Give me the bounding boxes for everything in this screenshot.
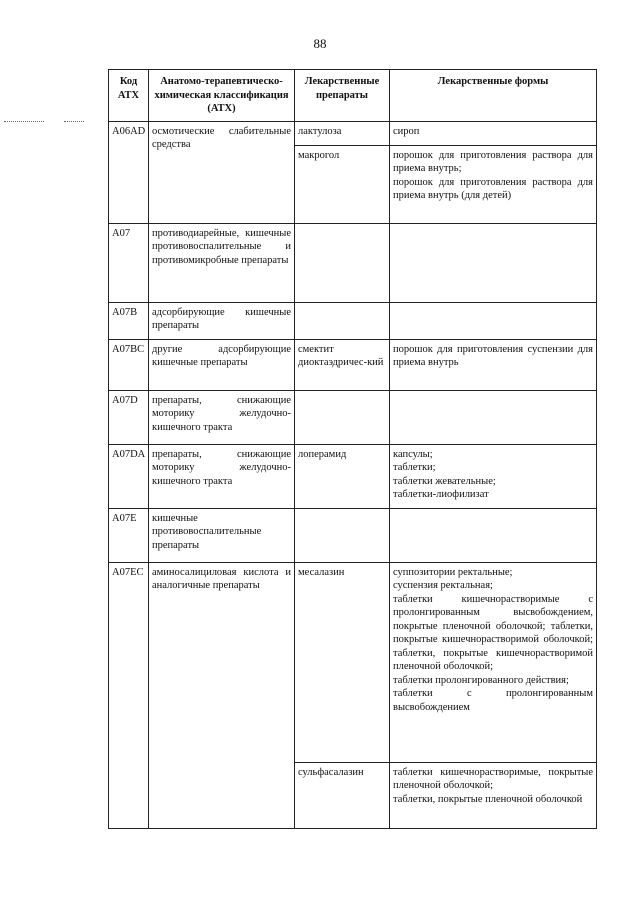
atx-class: другие адсорбирующие кишечные препараты: [149, 339, 295, 390]
drug-form: порошок для приготовления раствора для приема внутрь (для детей): [393, 176, 593, 201]
drug-forms: [390, 562, 597, 762]
drug-name: лоперамид: [295, 444, 390, 508]
atx-code: A07BC: [109, 339, 149, 390]
atx-class: кишечные противовоспалительные препараты: [149, 508, 295, 562]
drug-forms: [390, 508, 597, 562]
drug-forms: [390, 444, 597, 508]
atx-code: A07DA: [109, 444, 149, 508]
drug-name: месалазин: [295, 562, 390, 762]
header-forms: Лекарственные формы: [390, 70, 597, 122]
drug-forms: [390, 390, 597, 444]
drug-form: таблетки-лиофилизат: [393, 489, 489, 500]
drug-forms: [390, 762, 597, 828]
atx-class: осмотические слабительные средства: [149, 121, 295, 223]
drug-name: макрогол: [295, 145, 390, 223]
atx-class: препараты, снижающие моторику желудочно-кишечного тракта: [149, 390, 295, 444]
page-number: 88: [313, 36, 327, 51]
table-row: [109, 302, 597, 339]
atx-code: A07E: [109, 508, 149, 562]
atx-code: A07: [109, 223, 149, 302]
atx-class: препараты, снижающие моторику желудочно-кишечного тракта: [149, 444, 295, 508]
header-classification: Анатомо-терапевтическо-химическая классификация (АТХ): [149, 70, 295, 122]
header-code: Код АТХ: [109, 70, 149, 122]
drug-forms: [390, 339, 597, 390]
drug-form: суппозитории ректальные;: [393, 566, 513, 578]
table-row: [109, 121, 597, 145]
table-row: [109, 508, 597, 562]
atx-class: аминосалициловая кислота и аналогичные препараты: [149, 562, 295, 828]
atx-table: [108, 69, 597, 829]
drug-name: лактулоза: [295, 121, 390, 145]
margin-mark-left: [4, 121, 44, 122]
drug-forms: [390, 145, 597, 223]
table-row: [109, 444, 597, 508]
atx-code: A07B: [109, 302, 149, 339]
drug-forms: [390, 223, 597, 302]
drug-form: таблетки кишечнорастворимые с пролонгированным высвобождением, покрытые пленочной оболочкой; таблетки, покрытые кишечнорастворимой оболочкой; таблетки, покрытые кишечнорастворимой пленочной оболочкой;: [393, 593, 593, 672]
drug-form: таблетки с пролонгированным высвобождением: [393, 688, 593, 713]
table-row: [109, 223, 597, 302]
drug-form: таблетки;: [393, 462, 436, 473]
drug-form: таблетки пролонгированного действия;: [393, 674, 569, 686]
drug-forms: [390, 302, 597, 339]
header-drugs: Лекарственные препараты: [295, 70, 390, 122]
table-row: [109, 390, 597, 444]
table-row: [109, 562, 597, 762]
atx-code: A06AD: [109, 121, 149, 223]
atx-code: A07D: [109, 390, 149, 444]
drug-form: порошок для приготовления раствора для приема внутрь;: [393, 149, 593, 174]
drug-form: таблетки, покрытые пленочной оболочкой: [393, 793, 583, 805]
drug-form: суспензия ректальная;: [393, 580, 493, 591]
table-header-row: [109, 70, 597, 122]
drug-form: капсулы;: [393, 448, 433, 460]
atx-code: A07EC: [109, 562, 149, 828]
drug-name: смектит диоктаэдричес-кий: [295, 339, 390, 390]
drug-form: таблетки кишечнорастворимые, покрытые пленочной оболочкой;: [393, 766, 593, 791]
atx-class: адсорбирующие кишечные препараты: [149, 302, 295, 339]
drug-name: [295, 390, 390, 444]
drug-forms: [390, 121, 597, 145]
atx-class: противодиарейные, кишечные противовоспалительные и противомикробные препараты: [149, 223, 295, 302]
drug-name: [295, 302, 390, 339]
drug-name: сульфасалазин: [295, 762, 390, 828]
drug-form: порошок для приготовления суспензии для приема внутрь: [393, 343, 593, 368]
drug-form: сироп: [393, 125, 420, 137]
drug-name: [295, 508, 390, 562]
drug-form: таблетки жевательные;: [393, 475, 496, 487]
drug-name: [295, 223, 390, 302]
margin-mark-right: [64, 121, 84, 122]
table-row: [109, 339, 597, 390]
